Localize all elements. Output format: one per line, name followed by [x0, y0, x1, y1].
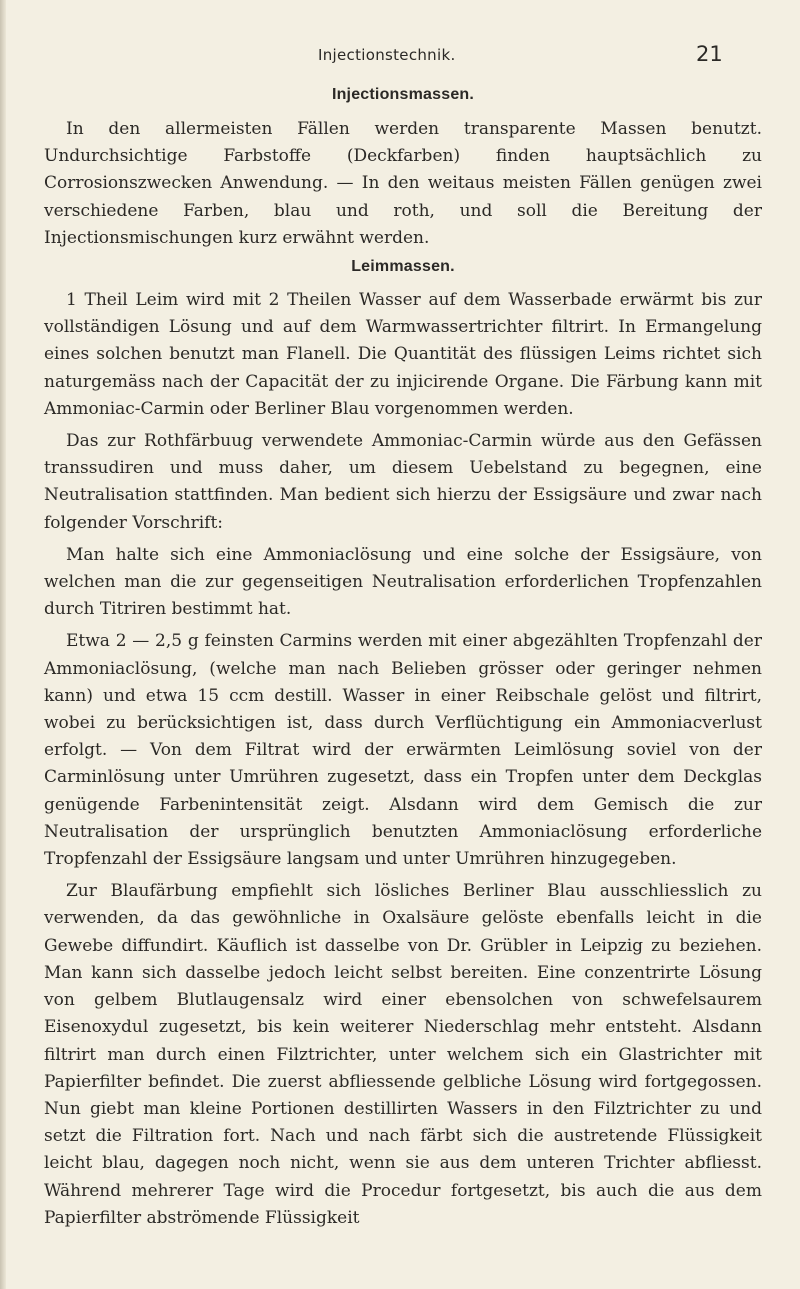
paragraph-blaufaerbung: Zur Blaufärbung empfiehlt sich lösliches Berliner Blau ausschliesslich zu verwenden, da das gewöhnliche in Oxalsäure gelöste ebenfalls leicht in die Gewebe diffundirt. Käuflich ist dasselbe von Dr. Grübler in Leipzig zu beziehen. Man kann sich dasselbe jedoch leicht selbst bereiten. Eine conzentrirte Lösung von gelbem Blutlaugensalz wird einer ebensolchen von schwefelsaurem Eisenoxydul zugesetzt, bis kein weiterer Niederschlag mehr entsteht. Alsdann filtrirt man durch einen Filztrichter, unter welchem sich ein Glastrichter mit Papierfilter befindet. Die zuerst abfliessende gelbliche Lösung wird fortgegossen. Nun giebt man kleine Portionen destillirten Wassers in den Filztrichter zu und setzt die Filtration fort. Nach und nach färbt sich die austretende Flüssigkeit leicht blau, dagegen noch nicht, wenn sie aus dem unteren Trichter abfliesst. Während mehrerer Tage wird die Procedur fortgesetzt, bis auch die aus dem Papierfilter abströmende Flüssigkeit [44, 881, 762, 1228]
page-number: 21 [696, 42, 723, 66]
subsection-heading: Leimmassen. [351, 258, 455, 276]
paragraph-leim-preparation: 1 Theil Leim wird mit 2 Theilen Wasser auf dem Wasserbade erwärmt bis zur vollständigen Lösung und auf dem Warmwassertrichter filtrirt. In Ermangelung eines solchen benutzt man Flanell. Die Quantität des flüssigen Leims richtet sich naturgemäss nach der Capacität der zu injicirende Organe. Die Färbung kann mit Ammoniac-Carmin oder Berliner Blau vorgenommen werden. [44, 290, 762, 419]
page-body [44, 86, 762, 1237]
paragraph-ammoniac-solution: Man halte sich eine Ammoniaclösung und eine solche der Essigsäure, von welchen man die zur gegenseitigen Neutralisation erforderlichen Tropfenzahlen durch Titriren bestimmt hat. [44, 544, 762, 620]
page-header [0, 44, 800, 74]
paragraph-rothfaerbung: Das zur Rothfärbuug verwendete Ammoniac-Carmin würde aus den Gefässen transsudiren und muss daher, um diesem Uebelstand zu begegnen, eine Neutralisation stattfinden. Man bedient sich hierzu der Essigsäure und zwar nach folgender Vorschrift: [44, 431, 762, 533]
page-binding-edge [0, 0, 6, 1289]
section-heading: Injectionsmassen. [331, 86, 475, 103]
intro-paragraph: In den allermeisten Fällen werden transparente Massen benutzt. Undurchsichtige Farbstoffe (Deckfarben) finden hauptsächlich zu Corrosionszwecken Anwendung. — In den weitaus meisten Fällen genügen zwei verschiedene Farben, blau und roth, und soll die Bereitung der Injectionsmischungen kurz erwähnt werden. [44, 119, 762, 248]
running-title: Injectionstechnik. [318, 46, 456, 64]
paragraph-carmin-recipe: Etwa 2 — 2,5 g feinsten Carmins werden mit einer abgezählten Tropfenzahl der Ammoniaclösung, (welche man nach Belieben grösser oder geringer nehmen kann) und etwa 15 ccm destill. Wasser in einer Reibschale gelöst und filtrirt, wobei zu berücksichtigen ist, dass durch Verflüchtigung ein Ammoniacverlust erfolgt. — Von dem Filtrat wird der erwärmten Leimlösung soviel von der Carminlösung unter Umrühren zugesetzt, dass ein Tropfen unter dem Deckglas genügende Farbenintensität zeigt. Alsdann wird dem Gemisch die zur Neutralisation der ursprünglich benutzten Ammoniaclösung erforderliche Tropfenzahl der Essigsäure langsam und unter Umrühren hinzugegeben. [44, 631, 762, 870]
